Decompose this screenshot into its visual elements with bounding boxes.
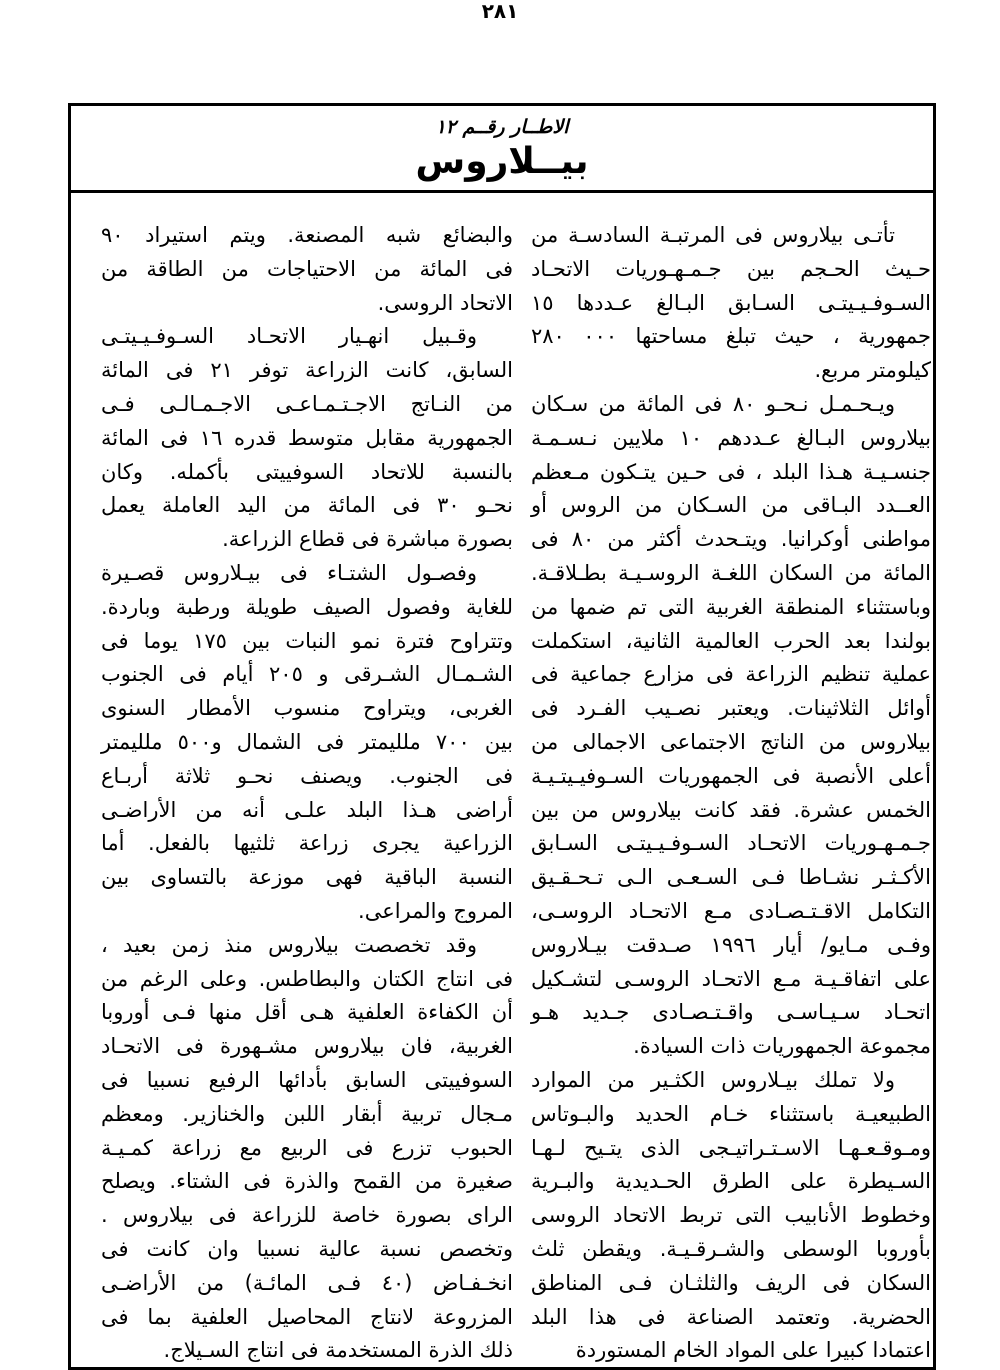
text-line: وتتراوح فترة نمو النبات بين ١٧٥ يوما فى xyxy=(101,628,513,653)
text-line: بيلاروس البـالغ عـددهم ١٠ ملايين نـسـمـة xyxy=(531,425,932,450)
text-line: الجمهورية مقابل متوسط قدره ١٦ فى المائة xyxy=(101,425,513,450)
text-line: النسبة الباقية فهى موزعة بالتساوى بين xyxy=(101,865,513,890)
text-line: ومـوقـعـهـا الاسـتـراتيـجى الذى يتـيح لـهـا xyxy=(531,1135,931,1160)
text-line: الاتحاد الروسى. xyxy=(377,290,513,315)
text-line: والبضائع شبه المصنعة. ويتم استيراد ٩٠ xyxy=(101,223,513,247)
text-line: التكامل الاقـتـصـادى مـع الاتحـاد الروسـى، xyxy=(531,898,931,923)
box-header xyxy=(71,106,933,193)
text-line: على اتفاقـيـة مـع الاتحـاد الروسـى لتشـكيل xyxy=(531,966,931,991)
text-line: العــدد البـاقى من السـكان من الروس أو xyxy=(531,493,931,518)
text-line: مـجال تربية أبقار اللبن والخنازير. ومعظم xyxy=(101,1101,513,1126)
text-line: الغربية، فان بيلاروس مشـهورة فى الاتحـاد xyxy=(101,1034,513,1059)
text-line: الزراعية يجرى زراعة ثلثيها بالفعل. أما xyxy=(101,831,513,856)
left-column xyxy=(101,219,513,1368)
text-line: المائة من السكان اللغـة الروسـيـة بطـلاقـة. xyxy=(531,560,931,585)
text-line: وتخصص نسبة عالية نسبيا وان كانت فى xyxy=(101,1236,513,1261)
text-line: المروج والمراعى. xyxy=(358,898,513,923)
paragraph xyxy=(531,1064,931,1368)
text-line: المزروعة لانتاج المحاصيل العلفية بما فى xyxy=(101,1304,513,1329)
text-line: بأوروبا الوسطى والشـرقـيـة. ويقطن ثلث xyxy=(531,1236,931,1261)
text-line: وفـى مـايو/ أيار ١٩٩٦ صـدقت بيـلاروس xyxy=(531,932,931,957)
text-line: اعتمادا كبيرا على المواد الخام المستوردة xyxy=(575,1338,931,1363)
text-line: وقـبيل انهـيار الاتحـاد السـوفـيـيتـى xyxy=(101,324,477,349)
text-line: ويـحـمـل نـحـو ٨٠ فى المائة من سـكان xyxy=(531,391,895,416)
text-line: عملية تنظيم الزراعة فى مزارع جماعية فى xyxy=(531,662,931,687)
text-line: وفصـول الشتـاء فى بيـلاروس قصـيرة xyxy=(101,560,477,585)
text-line: الحبوب تزرع فى الربيع مع زراعة كمـيـة xyxy=(101,1135,513,1160)
text-line: مجموعة الجمهوريات ذات السيادة. xyxy=(633,1034,931,1059)
page-number: ٢٨١ xyxy=(481,0,519,23)
text-line: صغيرة من القمح والذرة فى الشتاء. ويصلح xyxy=(101,1169,513,1194)
text-line: اتحـاد سـيـاسـى واقـتـصـادى جـديد هـو xyxy=(531,1000,931,1025)
text-line: للغاية وفصول الصيف طويلة ورطبة وباردة. xyxy=(101,594,513,619)
paragraph xyxy=(101,219,513,320)
paragraph xyxy=(531,219,931,388)
text-line: بيلاروس من الناتج الاجتماعى الاجمالى من xyxy=(531,729,931,754)
text-line: أن الكفاءة العلفية هـى أقل منها فـى أوروبا xyxy=(101,1000,513,1025)
text-line: فى المائة من الاحتياجات من الطاقة من xyxy=(101,256,513,281)
text-line: انخـفـاض (٤٠ فـى المائـة) من الأراضـى xyxy=(101,1270,513,1295)
paragraph xyxy=(531,388,931,1064)
text-line: بولندا بعد الحرب العالمية الثانية، استكملت xyxy=(531,628,931,653)
text-line: وخطوط الأنابيب التى تربط الاتحاد الروسى xyxy=(531,1203,931,1228)
text-line: الخمس عشرة. فقد كانت بيلاروس من بين xyxy=(531,797,931,822)
paragraph xyxy=(101,929,513,1368)
paragraph xyxy=(101,557,513,929)
text-line: السـوفـيـيتـى السـابق البـالغ عـددها ١٥ xyxy=(531,290,931,315)
text-line: بين ٧٠٠ ملليمتر فى الشمال و٥٠٠ ملليمتر xyxy=(101,729,513,754)
text-line: السكان فى الريف والثلثـان فـى المناطق xyxy=(531,1270,931,1295)
right-column xyxy=(531,219,931,1368)
text-line: الراى بصورة خاصة للزراعة فى بيلاروس . xyxy=(101,1203,513,1228)
text-line: أوائل الثلاثينات. ويعتبر نصـيب الفـرد فى xyxy=(531,696,931,721)
sidebar-box xyxy=(68,103,936,1370)
text-line: نحـو ٣٠ فى المائة من اليد العاملة يعمل xyxy=(101,493,513,518)
text-line: وقد تخصصت بيلاروس منذ زمن بعيد ، xyxy=(101,932,477,957)
text-line: السابق، كانت الزراعة توفر ٢١ فى المائة xyxy=(101,358,513,383)
text-line: ذلك الذرة المستخدمة فى انتاج السـيلاج. xyxy=(163,1338,513,1363)
text-line: حـيث الحـجم بين جـمـهـوريات الاتحـاد xyxy=(531,256,931,281)
text-line: جمهورية ، حيث تبلغ مساحتها ٠٠٠ ٢٨٠ xyxy=(531,324,931,349)
text-line: بصورة مباشرة فى قطاع الزراعة. xyxy=(222,527,513,552)
text-line: فى انتاج الكتان والبطاطس. وعلى الرغم من xyxy=(101,966,513,991)
text-line: أراضى هـذا البلد علـى أنه من الأراضـى xyxy=(101,797,513,822)
text-line: الغربى، ويتراوح منسوب الأمطار السنوى xyxy=(101,696,513,721)
box-label: الاطــار رقــم ١٢ xyxy=(435,116,569,138)
box-title: بيــلاروس xyxy=(415,141,589,182)
text-line: تأتـى بيلاروس فى المرتبـة السادسـة من xyxy=(531,223,895,247)
text-line: جنسـيـة هـذا البلد ، فى حـين يتـكون مـعظم xyxy=(531,459,931,484)
text-line: الحضرية. وتعتمد الصناعة فى هذا البلد xyxy=(531,1304,931,1329)
text-line: من النـاتج الاجـتـمـاعـى الاجـمـالـى فـى xyxy=(101,391,513,416)
text-line: الطبيعيـة باستثناء خـام الحديد والبـوتاس xyxy=(531,1101,931,1126)
text-line: الشـمـال الشـرقى و ٢٠٥ أيام فى الجنوب xyxy=(101,662,513,687)
text-line: السـيطرة على الطرق الحـديدية والبـرية xyxy=(531,1169,931,1194)
text-line: الأكـثـر نشـاطا فـى السـعـى الـى تـحـقـيق xyxy=(531,865,931,890)
text-line: وباستثناء المنطقة الغربية التى تم ضمها من xyxy=(531,594,931,619)
text-line: أعلى الأنصبة فى الجمهوريات السـوفيـيتـيـة xyxy=(531,763,931,788)
text-line: بالنسبة للاتحاد السوفييتى بأكمله. وكان xyxy=(101,459,513,484)
text-line: جـمـهـوريات الاتحـاد السـوفـيـيتـى السـابق xyxy=(531,831,931,856)
text-line: السوفييتى السابق بأدائها الرفيع نسبيا فى xyxy=(101,1067,513,1092)
text-line: ولا تملك بيـلاروس الكثـير من الموارد xyxy=(531,1067,895,1092)
text-line: كيلومتر مربع. xyxy=(814,358,931,383)
text-line: فى الجنوب. ويصنف نحـو ثلاثة أربـاع xyxy=(101,763,513,788)
text-line: مواطنى أوكرانيا. ويتـحدث أكثر من ٨٠ فى xyxy=(531,527,932,552)
paragraph xyxy=(101,320,513,557)
